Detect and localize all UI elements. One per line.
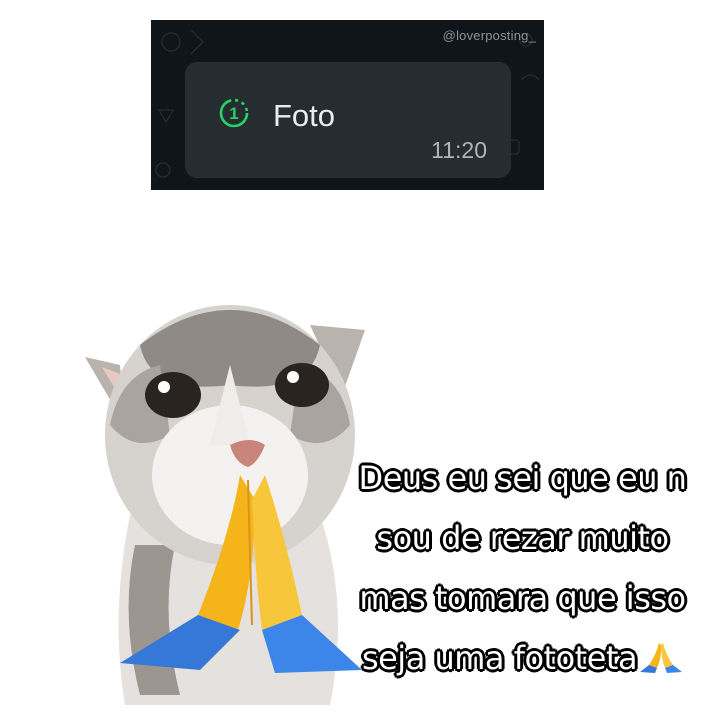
caption-line-4: seja uma fototeta	[361, 639, 638, 677]
meme-caption	[325, 448, 720, 688]
view-once-count: 1	[229, 104, 239, 123]
view-once-icon	[217, 96, 251, 130]
praying-hands-icon	[639, 639, 683, 675]
watermark: @loverposting_	[442, 28, 536, 43]
caption-line-3: mas tomara que isso	[359, 579, 686, 617]
caption-line-1: Deus eu sei que eu n	[358, 459, 687, 497]
message-timestamp: 11:20	[431, 137, 487, 163]
caption-line-2: sou de rezar muito	[376, 519, 669, 557]
caption-line-4-wrapper	[325, 628, 720, 688]
view-once-photo-message[interactable]	[185, 62, 511, 178]
chat-screenshot	[151, 20, 544, 190]
message-type-label: Foto	[273, 98, 336, 133]
